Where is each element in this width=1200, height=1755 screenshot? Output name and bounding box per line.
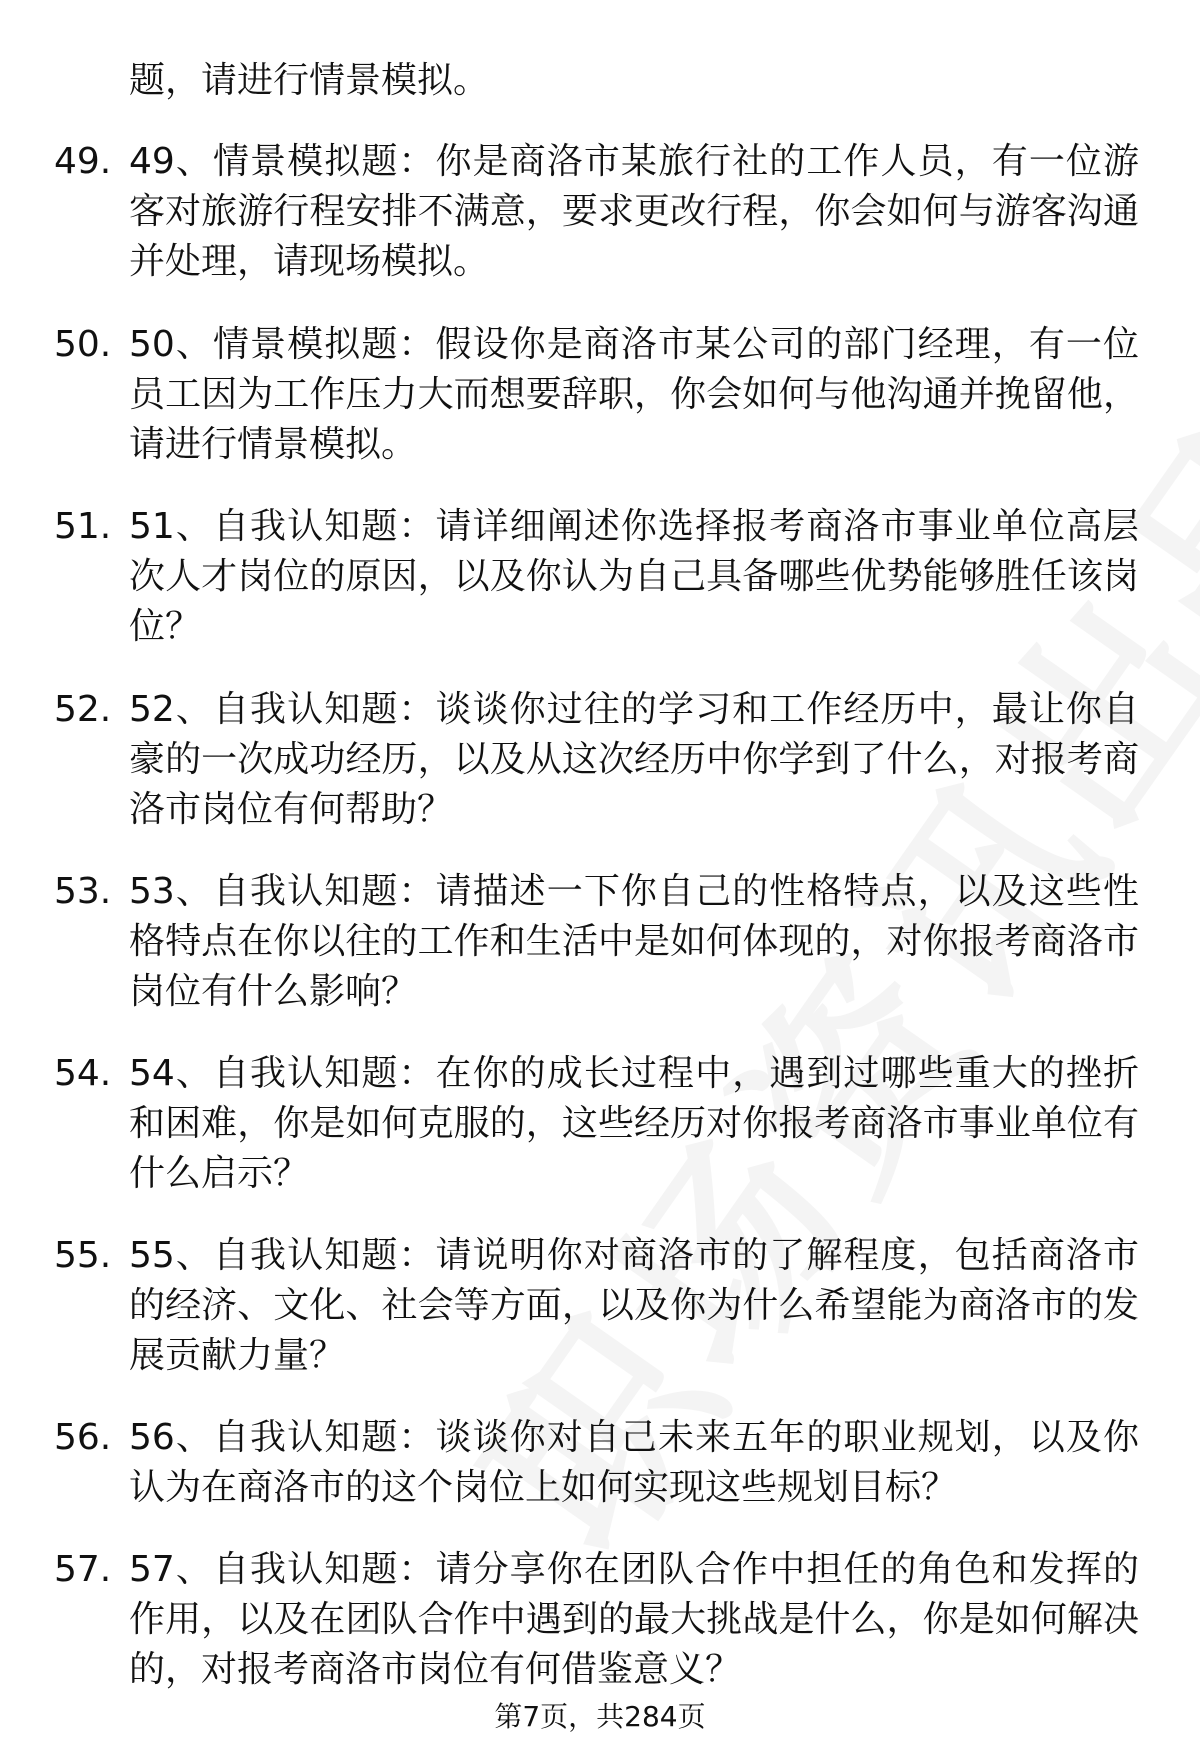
item-number: 55. — [54, 1235, 112, 1276]
item-text: 52、自我认知题：谈谈你过往的学习和工作经历中，最让你自豪的一次成功经历，以及从这次经历中你学到了什么，对报考商洛市岗位有何帮助？ — [129, 689, 1139, 830]
item-number: 53. — [54, 871, 112, 912]
item-text: 49、情景模拟题：你是商洛市某旅行社的工作人员，有一位游客对旅游行程安排不满意，要求更改行程，你会如何与游客沟通并处理，请现场模拟。 — [129, 141, 1139, 282]
item-number: 54. — [54, 1053, 112, 1094]
item-number: 50. — [54, 324, 112, 365]
page-footer: 第7页，共284页 — [494, 1700, 706, 1733]
continuation-text: 题，请进行情景模拟。 — [129, 60, 490, 101]
item-number: 52. — [54, 689, 112, 730]
item-number: 57. — [54, 1549, 112, 1590]
item-text: 55、自我认知题：请说明你对商洛市的了解程度，包括商洛市的经济、文化、社会等方面，以及你为什么希望能为商洛市的发展贡献力量？ — [129, 1235, 1139, 1376]
item-number: 49. — [54, 141, 112, 182]
item-number: 56. — [54, 1417, 112, 1458]
item-text: 57、自我认知题：请分享你在团队合作中担任的角色和发挥的作用，以及在团队合作中遇到的最大挑战是什么，你是如何解决的，对报考商洛市岗位有何借鉴意义？ — [129, 1549, 1139, 1690]
item-text: 50、情景模拟题：假设你是商洛市某公司的部门经理，有一位员工因为工作压力大而想要辞职，你会如何与他沟通并挽留他，请进行情景模拟。 — [129, 324, 1139, 465]
item-number: 51. — [54, 506, 112, 547]
item-text: 51、自我认知题：请详细阐述你选择报考商洛市事业单位高层次人才岗位的原因，以及你认为自己具备哪些优势能够胜任该岗位？ — [129, 506, 1139, 647]
item-text: 54、自我认知题：在你的成长过程中，遇到过哪些重大的挫折和困难，你是如何克服的，这些经历对你报考商洛市事业单位有什么启示？ — [129, 1053, 1139, 1194]
item-text: 53、自我认知题：请描述一下你自己的性格特点，以及这些性格特点在你以往的工作和生活中是如何体现的，对你报考商洛市岗位有什么影响？ — [129, 871, 1139, 1012]
item-text: 56、自我认知题：谈谈你对自己未来五年的职业规划，以及你认为在商洛市的这个岗位上如何实现这些规划目标？ — [129, 1417, 1139, 1508]
